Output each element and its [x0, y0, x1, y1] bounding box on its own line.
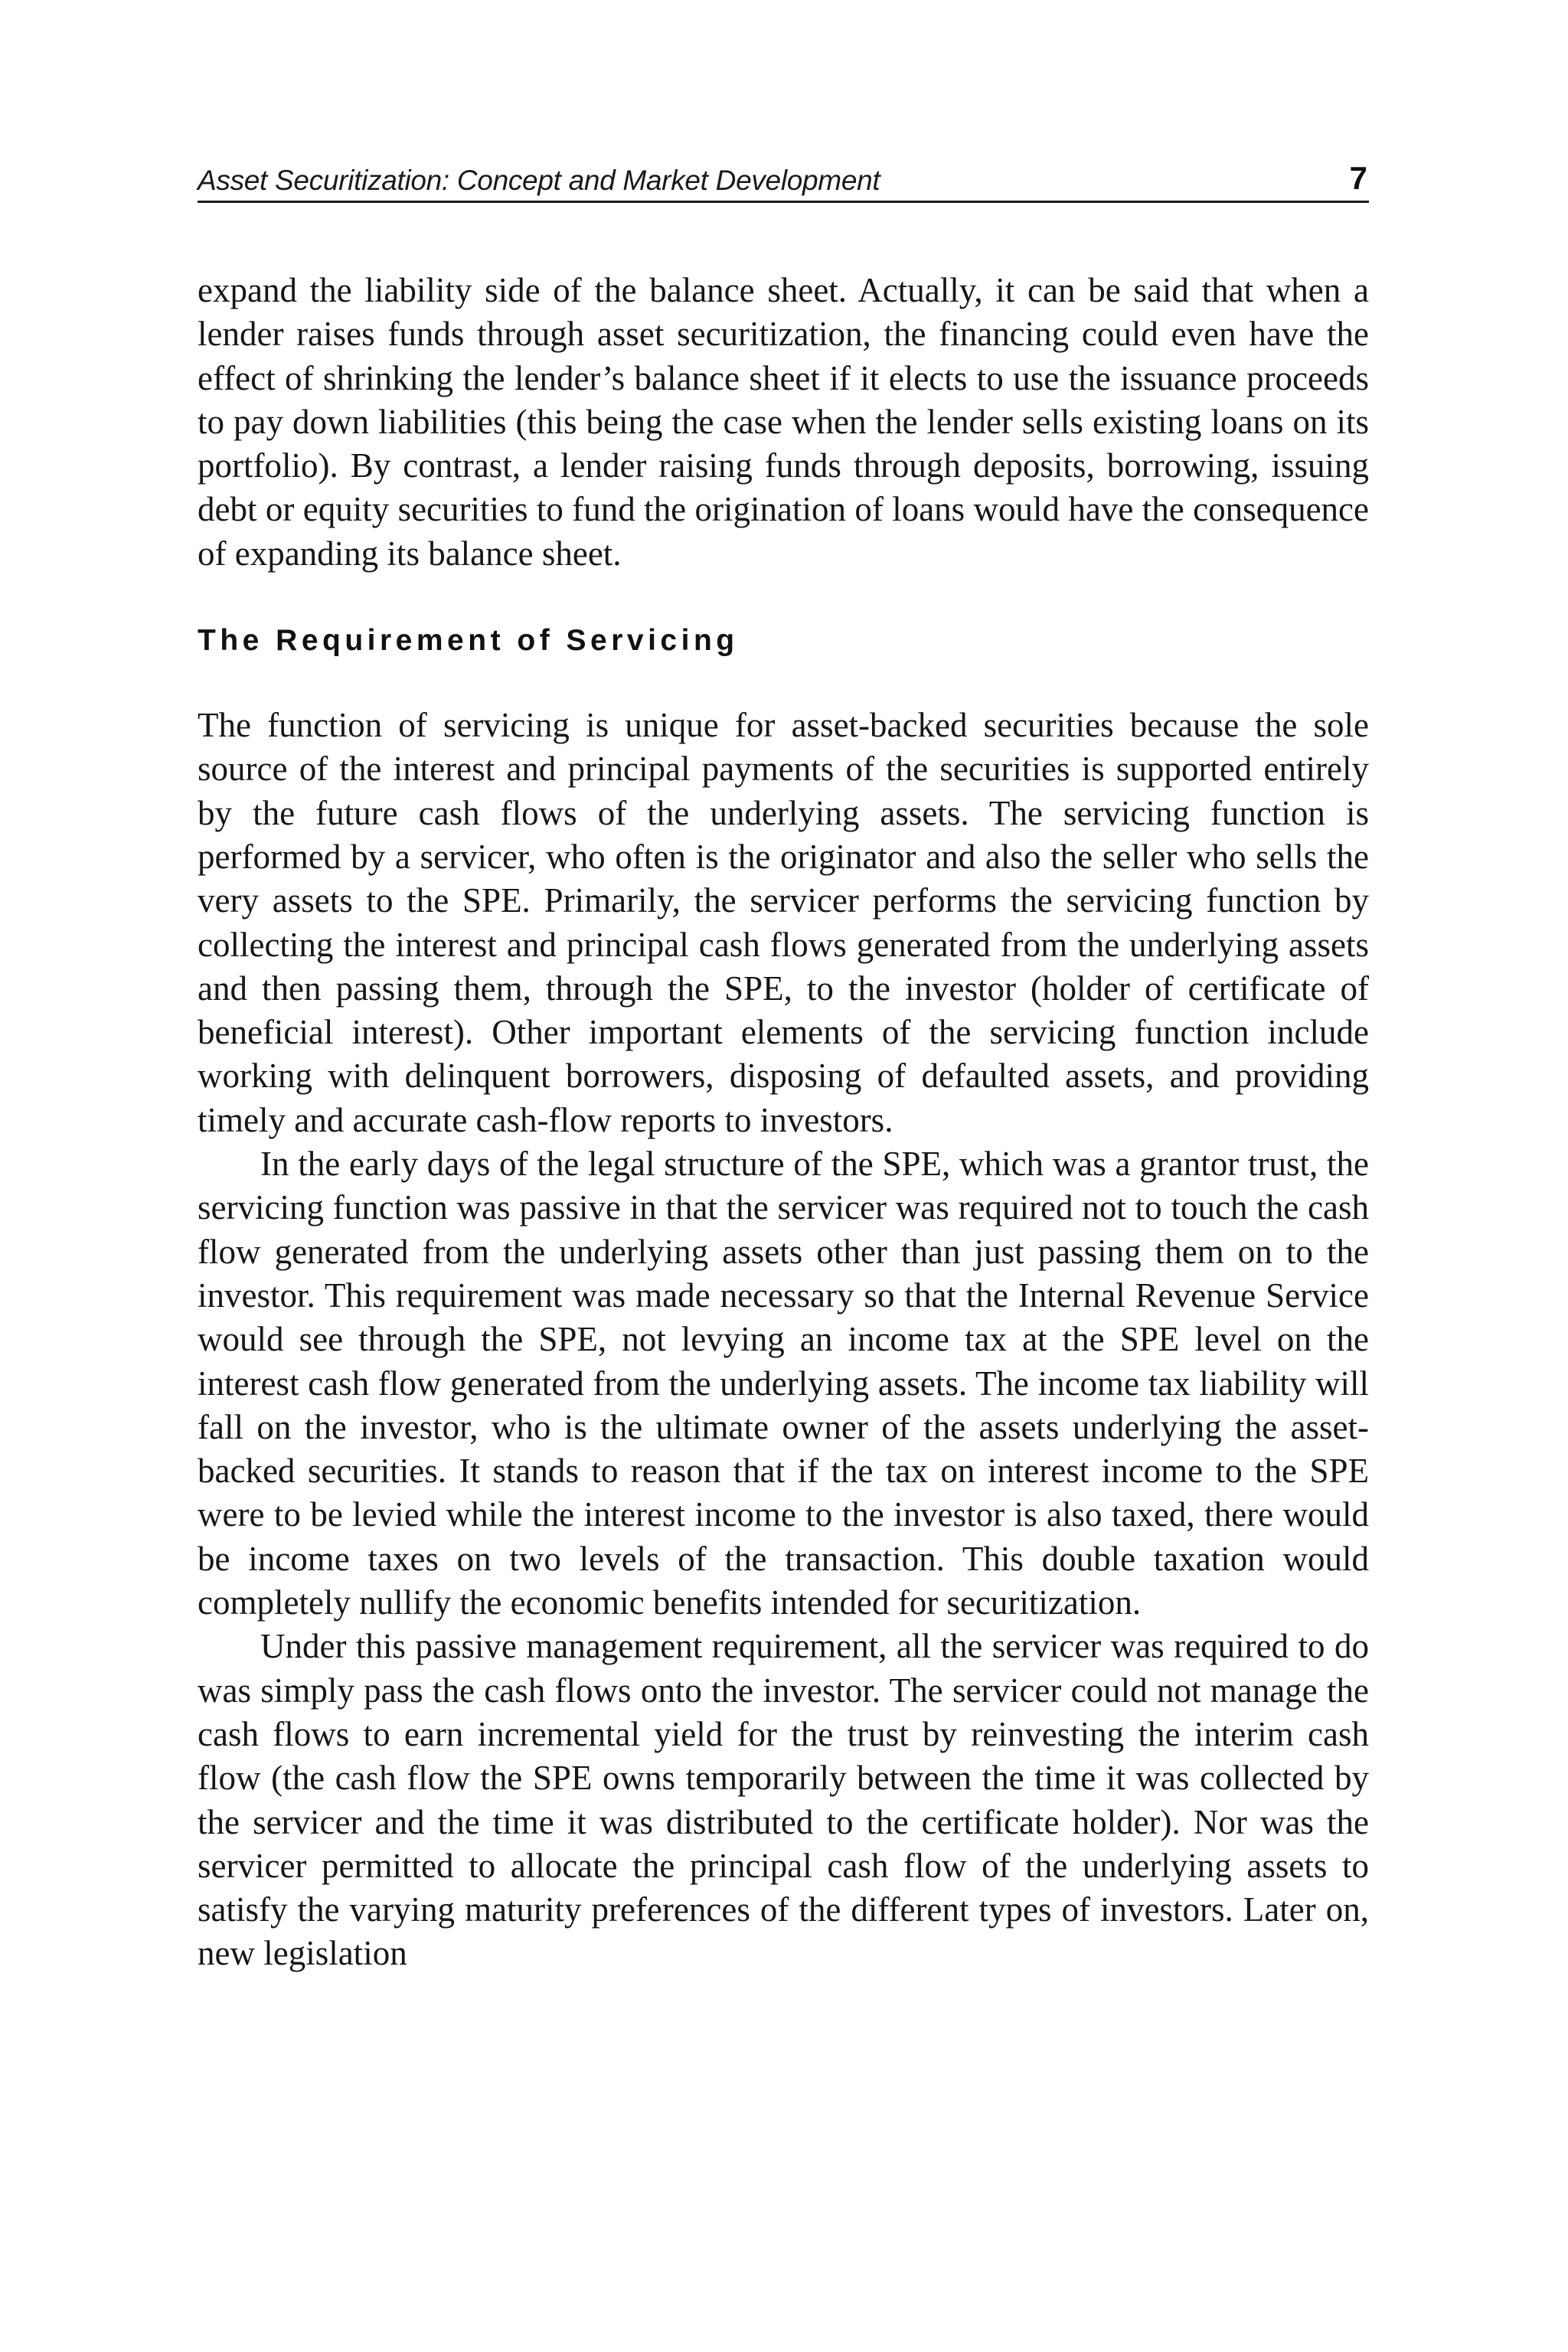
paragraph-grantor-trust: In the early days of the legal structure of the SPE, which was a grantor trust, the servicing function was passive in that the servicer was required not to touch the cash flow generated from the underlying assets other than just passing them on to the investor. This requirement was made necessary so that the Internal Revenue Service would see through the SPE, not levying an income tax at the SPE level on the interest cash flow generated from the underlying assets. The income tax liability will fall on the investor, who is the ultimate owner of the assets underlying the asset-backed securities. It stands to reason that if the tax on interest income to the SPE were to be levied while the interest income to the investor is also taxed, there would be income taxes on two levels of the transaction. This double taxation would completely nullify the economic benefits intended for securitization. [198, 1145, 1369, 1622]
paragraph-servicing-function: The function of servicing is unique for asset-backed securities because the sole source of the interest and principal payments of the securities is supported entirely by the future cash flows of the underlying assets. The servicing function is performed by a servicer, who often is the originator and also the seller who sells the very assets to the SPE. Primarily, the servicer performs the servicing function by collecting the interest and principal cash flows generated from the underlying assets and then passing them, through the SPE, to the investor (holder of certificate of beneficial interest). Other important elements of the servicing function include working with delinquent borrowers, disposing of defaulted assets, and providing timely and accurate cash-flow reports to investors. [198, 706, 1369, 1139]
page-number: 7 [1349, 160, 1367, 196]
running-title: Asset Securitization: Concept and Market Development [198, 165, 880, 196]
running-header [198, 153, 1369, 203]
paragraph-passive-management: Under this passive management requirement, all the servicer was required to do was simply pass the cash flows onto the investor. The servicer could not manage the cash flows to earn incremental yield for the trust by reinvesting the interim cash flow (the cash flow the SPE owns temporarily between the time it was collected by the servicer and the time it was distributed to the certificate holder). Nor was the servicer permitted to allocate the principal cash flow of the underlying assets to satisfy the varying maturity preferences of the different types of investors. Later on, new legislation [198, 1627, 1369, 1973]
paragraph-balance-sheet: expand the liability side of the balance sheet. Actually, it can be said that when a lender raises funds through asset securitization, the financing could even have the effect of shrinking the lender’s balance sheet if it elects to use the issuance proceeds to pay down liabilities (this being the case when the lender sells existing loans on its portfolio). By contrast, a lender raising funds through deposits, borrowing, issuing debt or equity securities to fund the origination of loans would have the consequence of expanding its balance sheet. [198, 271, 1369, 573]
section-heading: The Requirement of Servicing [198, 624, 739, 658]
book-page [198, 153, 1369, 1976]
body-text [198, 269, 1369, 1976]
